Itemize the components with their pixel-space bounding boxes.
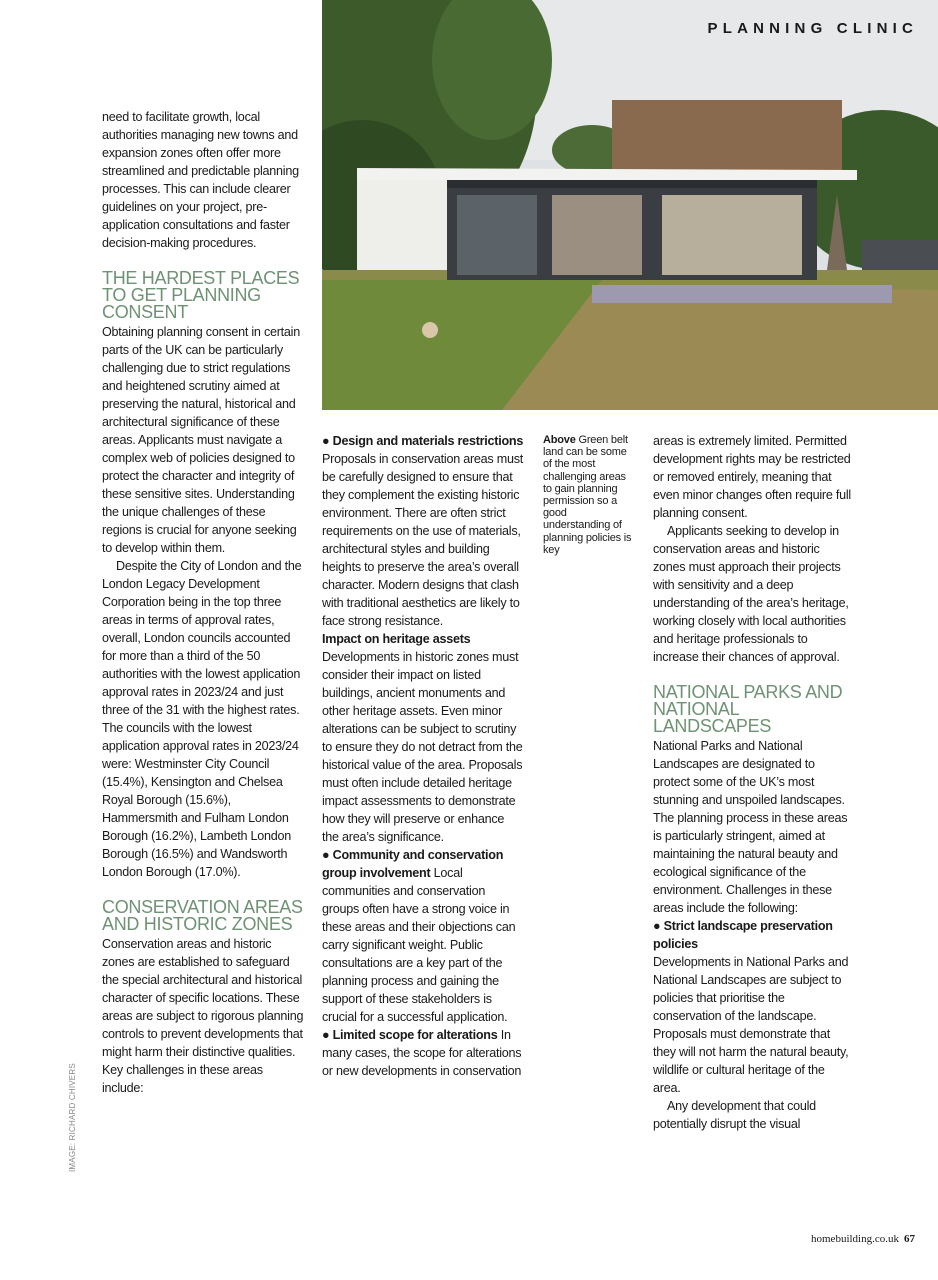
bullet-heading: Impact on heritage assets — [322, 632, 471, 646]
image-credit: IMAGE: RICHARD CHIVERS — [68, 1063, 77, 1172]
photo-caption — [543, 434, 635, 556]
column-right — [653, 432, 853, 1133]
body-paragraph: areas is extremely limited. Permitted development rights may be restricted or removed entirely, meaning that even minor changes often require full planning consent. — [653, 434, 851, 520]
bullet-text: Developments in historic zones must consider their impact on listed buildings, ancient monuments and other heritage assets. Even minor alterations can be subject to scrutiny to ensure they do not detract from the historical value of the area. Proposals must often include detailed heritage impact assessments to demonstrate how they will preserve or enhance the area’s significance. — [322, 650, 523, 844]
running-head: PLANNING CLINIC — [707, 20, 918, 37]
column-left — [102, 108, 304, 1097]
bullet-item — [322, 630, 524, 846]
bullet-text: Local communities and conservation groups often have a strong voice in these areas and their objections can carry significant weight. Public consultations are a key part of the planning process and gaining the support of these stakeholders is crucial for a successful application. — [322, 866, 516, 1024]
page-footer — [811, 1233, 915, 1245]
bullet-item — [322, 846, 524, 1026]
bullet-item — [653, 917, 853, 1097]
body-paragraph: need to facilitate growth, local authorities managing new towns and expansion zones often offer more streamlined and predictable planning processes. This can include clearer guidelines on your project, pre-application consultations and faster decision-making procedures. — [102, 110, 299, 250]
footer-site: homebuilding.co.uk — [811, 1233, 899, 1245]
caption-text: Green belt land can be some of the most challenging areas to gain planning permission so a good understanding of planning policies is key — [543, 434, 632, 556]
column-middle — [322, 432, 524, 1080]
bullet-heading: ● Community and conservation group involvement — [322, 848, 504, 880]
bullet-heading: ● Strict landscape preservation policies — [653, 919, 833, 951]
body-paragraph: Despite the City of London and the London Legacy Development Corporation being in the top three areas in terms of approval rates, overall, London councils accounted for more than a third of the 50 authorities with the lowest application approval rates in 2023/24 and just three of the 31 with the highest rates. The councils with the lowest application approval rates in 2023/24 were: Westminster City Council (15.4%), Kensington and Chelsea Royal Borough (15.6%), Hammersmith and Fulham London Borough (16.2%), Lambeth London Borough (16.5%) and Wandsworth London Borough (17.0%). — [102, 559, 302, 879]
bullet-text: Proposals in conservation areas must be carefully designed to ensure that they complement the existing historic environment. There are often strict requirements on the use of materials, architectural styles and building heights to preserve the area’s overall character. Modern designs that clash with traditional aesthetics are likely to face strong resistance. — [322, 452, 523, 628]
page-number: 67 — [904, 1233, 915, 1245]
body-paragraph: National Parks and National Landscapes are designated to protect some of the UK’s most stunning and unspoiled landscapes. The planning process in these areas is particularly stringent, aimed at maintaining the natural beauty and ecological significance of the environment. Challenges in these areas include the following: — [653, 739, 848, 915]
body-paragraph: Conservation areas and historic zones are established to safeguard the special architectural and historical character of specific locations. These areas are subject to rigorous planning controls to prevent developments that might harm their distinctive qualities. Key challenges in these areas include: — [102, 937, 304, 1095]
bullet-item — [322, 432, 524, 630]
bullet-text: Developments in National Parks and National Landscapes are subject to policies that prioritise the conservation of the landscape. Proposals must demonstrate that they will not harm the natural beauty, wildlife or cultural heritage of the area. — [653, 955, 849, 1095]
bullet-text: In many cases, the scope for alterations or new developments in conservation — [322, 1028, 522, 1078]
bullet-heading: ● Limited scope for alterations — [322, 1028, 498, 1042]
body-paragraph: Any development that could potentially disrupt the visual — [653, 1099, 816, 1131]
bullet-heading: ● Design and materials restrictions — [322, 434, 524, 448]
section-heading: NATIONAL PARKS AND NATIONAL LANDSCAPES — [653, 682, 843, 736]
caption-lead: Above — [543, 434, 576, 446]
body-paragraph: Obtaining planning consent in certain parts of the UK can be particularly challenging due to strict regulations and heightened scrutiny aimed at preserving the natural, historical and architectural significance of these areas. Applicants must navigate a complex web of policies designed to protect the character and integrity of these sensitive sites. Understanding the unique challenges of these regions is crucial for anyone seeking to develop within them. — [102, 325, 300, 555]
body-paragraph: Applicants seeking to develop in conservation areas and historic zones must approach their projects with sensitivity and a deep understanding of the area’s heritage, working closely with local authorities and heritage professionals to increase their chances of approval. — [653, 524, 849, 664]
section-heading: THE HARDEST PLACES TO GET PLANNING CONSENT — [102, 268, 300, 322]
bullet-item — [322, 1026, 524, 1080]
house-photo — [322, 0, 938, 410]
section-heading: CONSERVATION AREAS AND HISTORIC ZONES — [102, 897, 303, 934]
